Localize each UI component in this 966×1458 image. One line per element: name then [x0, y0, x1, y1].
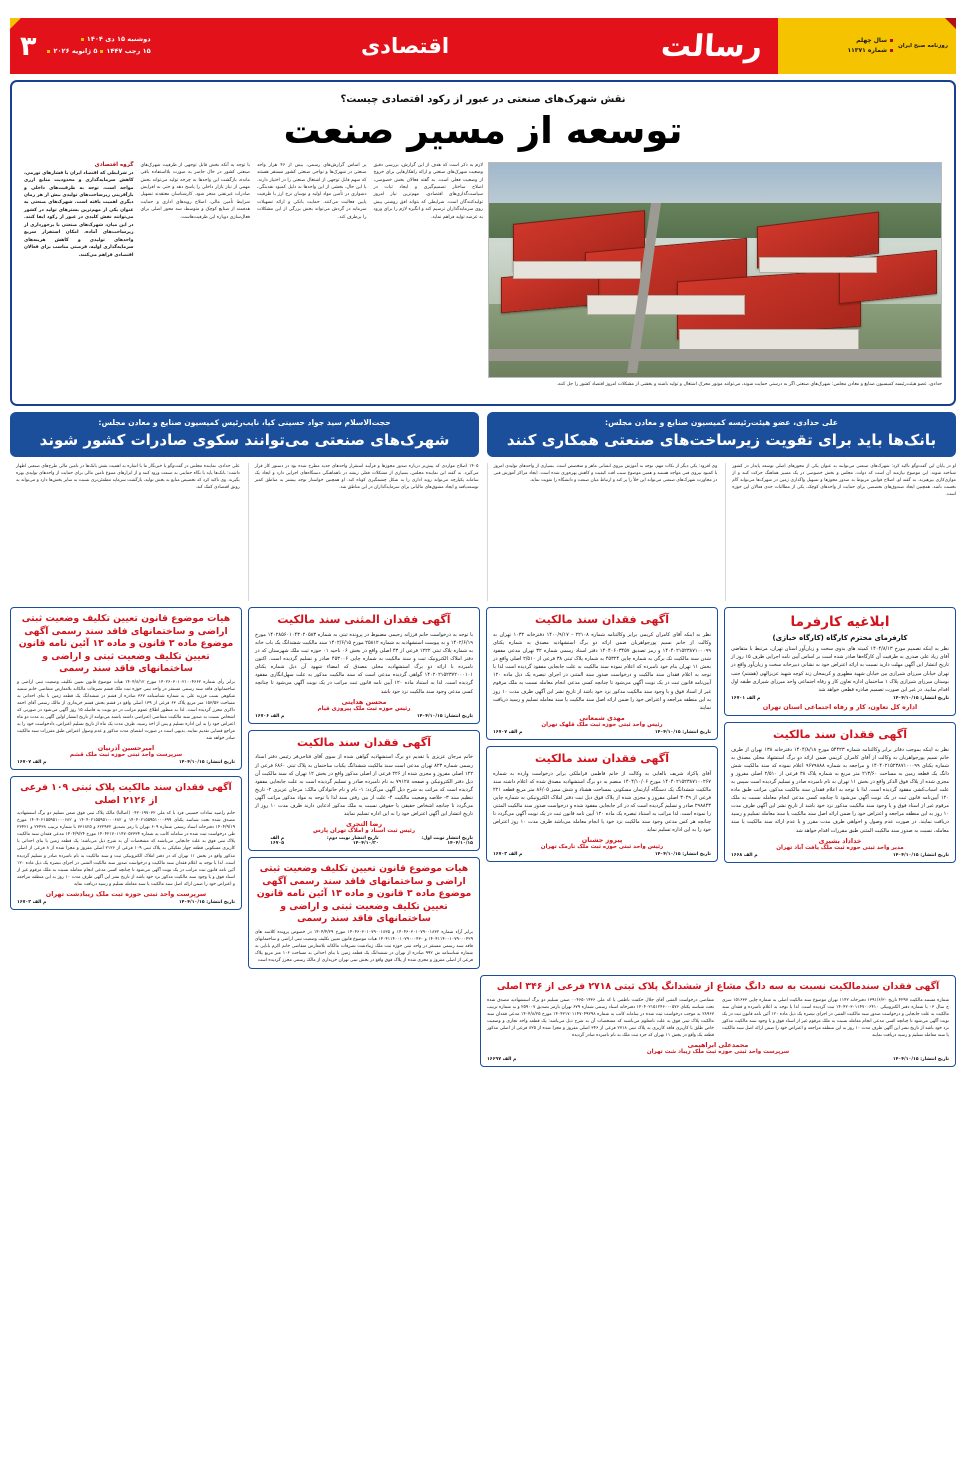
date-solar: دوشنبه ۱۵ دی ۱۴۰۴: [86, 35, 151, 44]
ad-ref: م الف ۱۶۶۸: [731, 852, 758, 858]
ad-date: تاریخ انتشار: ۱۴۰۴/۱۰/۱۵: [654, 852, 711, 858]
ad-body: با توجه به درخواست خانم فرزانه رحیمی مضبوط در پرونده ثبتی به شماره ۱۴۰۲۸۵۶۰۱۰۴۳۰۲۰۵۸۳ مورخ ۱۴۰۲/۶/۱۹ و به پیوست استشهادیه به شماره ۲۵۸۱۲ مورخ ۱۴۰۲/۶/۱۵ سند مالکیت ششدانگ یک باب خانه به شماره پلاک ثبتی ۱۲۲۲ فرعی از ۴۳ اصلی واقع در بخش ۰۶ ناحیه ۰۱ حوزه ثبت ملک شهرستان که در دفتر املاک الکترونیک ثبت و سند مالکیت به شماره چاپی ۴۵۳۰۰۶ صادر و تسلیم گردیده است. اکنون نامبرده با ارائه دو برگ استشهادیه محلی مصدق که امضاء شهود آن ذیل شماره یکتای ۱۴۰۲۰۲۱۵۲۳۷۲۰۰۰۱۰۱ گواهی گردیده مدعی است که سند مالکیت مذکور به علت سهل‌انگاری مفقود گردیده است. لذا به استناد ماده ۱۲۰ آیین نامه قانون ثبت مراتب در یک نوبت آگهی می‌شود تا چنانچه کسی مدعی وجود سند مالکیت نزد خود باشد: [255, 631, 474, 695]
ad-date: تاریخ انتشار: ۱۴۰۴/۱۰/۱۵: [178, 760, 235, 766]
masthead-issue: شماره ۱۱۳۷۱: [847, 47, 888, 54]
ad-title: آگهی فقدان سند مالکیت: [535, 613, 669, 626]
ad-date: تاریخ انتشار: ۱۴۰۴/۱۰/۱۵: [892, 1056, 949, 1062]
lead-column-2: با توجه به آنکه بخش قابل توجهی از ظرفیت شهرک‌های صنعتی کشور در حال حاضر به صورت بلااستفاده باقی مانده، بازگشت این واحدها به چرخه تولید می‌تواند بخش مهمی از نیاز بازار داخلی را پاسخ دهد و حتی به افزایش صادرات غیرنفتی منجر شود. کارشناسان معتقدند تسهیل شرایط تأمین مالی، اصلاح رویه‌های اداری و حمایت هدفمند از صنایع کوچک و متوسط، سه محور اصلی برای فعال‌سازی دوباره این ظرفیت‌هاست.: [140, 162, 250, 220]
ad-date: تاریخ انتشار: ۱۴۰۴/۱۰/۱۵: [892, 852, 949, 858]
article-photo: [488, 162, 942, 378]
ad-signature-role: رئیس واحد ثبتی حوزه ثبت ملک نارمک تهران: [540, 844, 664, 851]
classified-ad[interactable]: [724, 607, 956, 716]
ad-body: برابر رأی شماره ۱۴۰۲۶۰۳۰۱۰۲۱۰۰۴۶۶۲ مورخ ۱۴۰۴/۸/۱۲ هیات موضوع قانون تعیین تکلیف وضعیت ثبتی اراضی و ساختمانهای فاقد سند رسمی مستقر در واحد ثبتی حوزه ثبت ملک قشم تصرفات مالکانه بلامعارض متقاضی خانم سمیه شکوهی نسب فرزند علی به شماره شناسنامه ۳۶۷ صادره از قشم در ششدانگ یک قطعه زمین با بنای احداثی به مساحت ۱۵۳/۵۳ متر مربع پلاک ۶۳ فرعی از ۱۳۹ اصلی واقع در قشم بخش قشم خریداری از مالک رسمی آقای احمد ذاکری محرز گردیده است. لذا به منظور اطلاع عموم مراتب در دو نوبت به فاصله ۱۵ روز آگهی می‌شود در صورتی که اشخاص نسبت به صدور سند مالکیت متقاضی اعتراضی داشته باشند می‌توانند از تاریخ انتشار اولین آگهی به مدت دو ماه اعتراض خود را به این اداره تسلیم و پس از اخذ رسید، ظرف مدت یک ماه از تاریخ تسلیم اعتراض، دادخواست خود را به مراجع قضایی تقدیم نمایند. بدیهی است در صورت انقضای مدت مذکور و عدم وصول اعتراض طبق مقررات سند مالکیت صادر خواهد شد: [17, 679, 236, 742]
ad-title: آگهی فقدان سند مالکیت: [535, 751, 669, 765]
ad-date-first: تاریخ انتشار نوبت اول: ۱۴۰۴/۱۰/۱۵: [421, 836, 473, 847]
article-kicker: نقش شهرک‌های صنعتی در عبور از رکود اقتصادی چیست؟: [340, 94, 626, 105]
ad-signature: امیرحسین آذرنیان: [97, 744, 155, 753]
headline-zone: [12, 82, 954, 152]
ad-signature: پیروز جشنان: [581, 836, 623, 845]
classified-section: [10, 607, 956, 969]
article-columns: [10, 463, 956, 601]
ad-ref: م الف ۱۶۶۹۷: [487, 1056, 517, 1062]
date-gregorian: ۵ ژانویه ۲۰۲۶: [53, 47, 98, 55]
ad-subtitle: کارفرمای محترم کارگاه (کارگاه خبازی): [772, 634, 908, 643]
classified-ad[interactable]: [486, 607, 718, 740]
ad-signature-role: رئیس ثبت اسناد و املاک تهران پارس: [312, 828, 416, 835]
section-title: اقتصادی: [360, 34, 450, 58]
ad-title: آگهی فقدان سندمالکیت نسبت به سه دانگ مشاع از ششدانگ پلاک ثبتی ۲۷۱۸ فرعی از ۳۴۶ اصلی: [496, 981, 940, 993]
masthead-date-block: [10, 18, 164, 74]
lead-article-box: [10, 80, 956, 406]
article-headline[interactable]: توسعه از مسیر صنعت: [283, 109, 683, 152]
ad-title: آگهی فقدان سند مالکیت: [297, 735, 431, 749]
ad-title: هیات موضوع قانون تعیین تکلیف وضعیت ثبتی اراضی و ساختمانهای فاقد سند رسمی آگهی موضوع ماده ۳ قانون و ماده ۱۳ آئین نامه قانون تعیین تکلیف وضعیت ثبتی و اراضی و ساختمانهای فاقد سند رسمی: [256, 863, 472, 925]
ad-date-second: تاریخ انتشار نوبت دوم: ۱۴۰۴/۱۰/۲۰: [326, 836, 379, 847]
ad-signature-role: رئیس واحد ثبتی حوزه ثبت ملک قلهک تهران: [541, 721, 663, 728]
classified-ad[interactable]: [248, 730, 480, 852]
corner-triangle-icon: [10, 18, 21, 29]
ad-signature-role: سرپرست واحد ثبتی حوزه ثبت ملک قشم: [69, 752, 183, 759]
subheadline-bars: [10, 412, 956, 457]
ad-body: برابر آراء شماره ۱۴۰۴۶۰۳۰۱۰۷۹۰۰۱۸۳۲ و ۱۴۰۴۶۰۳۰۱۰۷۹۰۰۱۸۳۵ مورخ ۱۴۰۴/۴/۲۹ در خصوص پرونده کلاسه های ۱۴۰۴۱۱۴۰۰۱۰۷۹۰۰۰۴۲۹ و ۱۴۰۴۱۱۴۰۰۱۰۷۹۰۰۰۴۳۰ هیات موضوع قانون تعیین تکلیف وضعیت ثبتی اراضی و ساختمانهای فاقد سند رسمی مستقر در واحد ثبتی حوزه ثبت ملک زیبادشت تصرفات مالکانه بلامعارض متقاضی خانم اکرم بابایی به شماره شناسنامه ش ۹۹۲ صادره از تهران در ششدانگ یک قطعه زمین با بنای احداثی به مساحت ۱۰۶ متر مربع پلاک فرعی از اصلی مفروز و مجزی شده از پلاک فوق واقع در بخش ثبتی تهران خریداری از مالک رسمی محرز گردیده است: [255, 929, 473, 964]
subheadline-right[interactable]: [10, 412, 479, 457]
ad-ref: م الف ۱۶۷۰۱: [731, 695, 761, 701]
ad-signature: مهدی شمعانی: [579, 713, 625, 722]
ad-date: تاریخ انتشار: ۱۴۰۴/۱۰/۱۵: [178, 899, 235, 905]
ad-ref: م الف ۱۶۷۰۳: [493, 852, 523, 858]
ad-title: آگهی فقدان المثنی سند مالکیت: [277, 613, 451, 626]
classified-ad[interactable]: [10, 607, 242, 770]
ad-body: آقای پاکزاد شریف بالعابی به وکالت از خانم فاطمی قراملکی برابر درخواست وارده به شماره ۱۴۰۴۰۲۱۵۲۳۸۷۱۰۰۲۶۷ مورخ ۱۴۰۴/۱۰/۰۶ منضم به دو برگ استشهادیه مصدق شده که اعلام داشته سند مالکیت ششدانگ یک دستگاه آپارتمان مسکونی بمساحت هشتاد و شش ممیز ۸۶/۰۵ متر مربع قطعه ۲۲۱ فرعی از ۳۰۴۹ اصلی مفروز و مجزی شده از پلاک فوق ذیل ثبت دفتر املاک الکترونیکی به شماره چاپی ۲۹۸۸۴۳ صادر و تسلیم گردیده است که در اثر جابجایی مفقود شده و درخواست صدور سند مالکیت المثنی را نموده است. لذا مراتب به استناد تبصره یک ماده ۱۲۰ آیین نامه قانون ثبت در یک نوبت آگهی می‌گردد تا چنانچه هر کس مدعی وجود سند مالکیت نزد خود یا انجام معامله می‌باشد ظرف مدت ۱۰ روز اعتراض خود را به این اداره تسلیم نماید: [493, 770, 711, 834]
ad-signature-role: سرپرست واحد ثبتی حوزه ثبت ملک زیباد شت تهران: [646, 1048, 790, 1055]
ad-signature: رضا التجری: [345, 820, 383, 829]
article-column-3: ۱۴۰۵ اصلاح مواردی که پیش‌تر درباره صدور مجوزها و فرآیند استقرار واحدهای جدید مطرح شده بود در دستور کار قرار می‌گیرد. به گفته این نماینده مجلس، بسیاری از مشکلات فعلی ریشه در ناهماهنگی دستگاه‌های اجرایی دارد و ایجاد یک سامانه یکپارچه می‌تواند روند اداری را به شکل چشمگیری کوتاه کند. او همچنین خواستار توجه بیشتر به مناطق کمتر توسعه‌یافته و ایجاد مشوق‌های مالیاتی برای سرمایه‌گذاران در این مناطق شد.: [248, 463, 479, 601]
ad-signature: اداره کل تعاون، کار و رفاه اجتماعی استان تهران: [762, 702, 918, 711]
lead-column-3: بر اساس گزارش‌های رسمی، بیش از ۴۶ هزار واحد صنعتی در شهرک‌ها و نواحی صنعتی کشور مستقر هستند که سهم قابل توجهی از اشتغال صنعتی را در اختیار دارند. با این حال، بخشی از این واحدها به دلیل کمبود نقدینگی، دشواری در تأمین مواد اولیه و نوسان نرخ ارز با ظرفیت پایین فعالیت می‌کنند. حمایت بانکی و ارائه تسهیلات سرمایه در گردش می‌تواند بخش بزرگی از این مشکلات را برطرف کند.: [257, 162, 367, 220]
wide-classified-ad-wrapper: [10, 975, 956, 1067]
ad-body: نظر به اینکه آقای کامران کریمی برابر وکالتنامه شماره ۲۲۱۰۸ - ۱۴۰۰/۹/۱۷ دفترخانه ۱۰۳۲ تهران به وکالت از خانم نسیم پورجواهریان ضمن ارائه دو برگ استشهادیه مصدق به شماره یکتای ۱۴۰۴۰۲۱۵۲۳۸۷۱۰۰۰۹۹ و رمز تصدیق ۱۴۰۴۰۶۰۳۴۵۷ دفتر اسناد رسمی شماره ۳۲ تهران مدعی مفقود شدن سند مالکیت تک برگی به شماره چاپی ۴۵۳۲۴ به شماره پلاک ثبتی ۳۸ فرعی از ۲/۵۱۰ اصلی واقع در بخش ۱۱ تهران بنام خود نامبرده که اعلام نموده سند مالکیت به علت جابجایی مفقود گردیده است لذا با توجه به اعلام فقدان سند مالکیت و درخواست صدور سند المثنی در اجرای تبصره یک ذیل ماده ۱۲۰ آیین‌نامه قانون ثبت در یک نوبت آگهی می‌شود تا چنانچه کسی مدعی انجام معامله نسبت به ملک مرقوم غیر از اسناد فوق و یا وجود سند مالکیت مذکور نزد خود باشد از تاریخ نشر این آگهی ظرف مدت ۱۰ روز به این منطقه مراجعه و اعتراض خود را ضمن ارائه اصل سند مالکیت یا سند معامله تسلیم و رسید دریافت نمایند: [493, 631, 712, 711]
subheadline-right-source: حجت‌الاسلام سید جواد حسینی کیا، نایب‌رئیس کمیسیون صنایع و معادن مجلس:: [98, 418, 391, 427]
group-label: گروه اقتصادی: [94, 161, 134, 168]
ad-signature-role: رئیس حوزه ثبت ملک پیروزی قیام: [317, 705, 411, 712]
classified-ad[interactable]: [248, 607, 480, 724]
classified-column-1: [10, 607, 242, 969]
ad-signature: محسن هدایتی: [341, 697, 387, 706]
lead-column-side: لازم به ذکر است که هدف از این گزارش، بررسی دقیق وضعیت شهرک‌های صنعتی و ارائه راهکارهایی برای خروج از وضعیت فعلی است. به گفته فعالان بخش خصوصی، اصلاح ساختار تصمیم‌گیری و ایجاد ثبات در سیاست‌گذاری‌های اقتصادی، مهم‌ترین نیاز امروز تولیدکنندگان است. شرایطی که بتواند افق روشنی پیش روی سرمایه‌گذاران ترسیم کند و انگیزه لازم را برای ورود به عرصه تولید فراهم نماید.: [373, 162, 483, 220]
classified-column-2: [248, 607, 480, 969]
classified-column-3: [486, 607, 718, 969]
subheadline-left-source: علی حدادی، عضو هیئت‌رئیسه کمیسیون صنایع و معادن مجلس:: [605, 418, 838, 427]
ad-signature: خداداد بشیری: [818, 836, 862, 845]
ad-signature: محمدعلی ابراهیمی: [687, 1040, 749, 1049]
classified-ad[interactable]: [10, 776, 242, 910]
classified-ad[interactable]: [724, 722, 956, 863]
classified-ad-wide[interactable]: [480, 975, 956, 1067]
ad-ref: م الف ۱۶۷۰۶: [255, 713, 285, 719]
article-column-4: علی حدادی، نماینده مجلس در گفت‌وگو با خبرنگار ما با اشاره به اهمیت نقش بانک‌ها در تامین مالی طرح‌های صنعتی اظهار داشت: بانک‌ها باید با نگاه حمایتی به صنعت ورود کنند و از ابزارهای متنوع تامین مالی برای حمایت از واحدهای تولیدی بهره بگیرند. وی تاکید کرد که تخصیص منابع به بخش تولید، بازگشت سرمایه مطمئن‌تری نسبت به سایر بخش‌ها دارد و می‌تواند به رونق اقتصادی کمک کند.: [16, 464, 240, 491]
page-number: ۳: [20, 30, 37, 62]
ad-title: آگهی فقدان سند مالکیت: [773, 727, 907, 741]
bullet-square-icon: [890, 49, 893, 52]
bullet-square-icon: [47, 50, 50, 53]
masthead-year: سال چهلم: [856, 37, 888, 45]
bullet-square-icon: [81, 38, 84, 41]
ad-signature: سرپرست واحد ثبتی حوزه ثبت ملک زیبادشت تهران: [45, 889, 207, 898]
ad-title: ابلاغیه کارفرما: [790, 614, 890, 630]
article-column-2: وی افزود: یکی دیگر از نکات مهم، توجه به آموزش نیروی انسانی ماهر و متخصص است. بسیاری از واحدهای تولیدی امروز با کمبود نیروی فنی مواجه هستند و همین موضوع سبب افت کیفیت و کاهش بهره‌وری شده است. ایجاد مراکز آموزش فنی در مجاورت شهرک‌های صنعتی می‌تواند این خلأ را پر کند و ارتباط میان صنعت و دانشگاه را تقویت نماید.: [487, 463, 718, 601]
photo-caption: حدادی، عضو هیئت‌رئیسه کمیسیون صنایع و معادن مجلس: شهرک‌های صنعتی اگر به درستی حمایت شوند، می‌توانند موتور محرک اشتغال و تولید باشند و بخشی از مشکلات امروز اقتصاد کشور را حل کنند.: [556, 381, 942, 387]
corner-triangle-icon: [945, 18, 956, 29]
lead-article-flow: [12, 162, 954, 388]
ad-ref: م الف ۱۶۷۰۲: [17, 899, 47, 905]
ad-body: خانم راضیه سادات حسینی فرد با کد ملی ۰۴۲۰۱۹۷۰۳۲ (اصالتا) مالک پلاک ثبتی فوق ضمن تسلیم دو برگ استشهادیه مصدق شده تحت شناسه یکتای ۱۴۰۴۰۲۱۵۵۹۵۱۰۰۰۶۹۹ و ۱۴۰۴۰۲۱۵۵۹۵۱۰۰۰۶۸۲ و ۱۴۰۴۰۲۱۵۵۹۵۱۰۰۰۶۸۲ مورخ ۱۴۰۴/۹/۱۹ دفترخانه اسناد رسمی شماره ۶۰۹ تهران با رمز تصدیق ۶۲۲۹۳۲ و ۷۳۱۸۲۵ با شماره ترتیب ۲۳۴۳۸ و ۲۳۴۲۱ طی درخواست ثبت شده در سامانه کاتب به شماره ۱۴۰۴۲۱۷۰۱۱۴۷۰۵۲۳۳۴ مورخ ۱۴۰۴/۹/۲۴ مدعی فقدان سند مالکیت پلاک ثبتی فوق به علت جابجایی می‌باشند که مشخصات آن به شرح ذیل می‌باشد: یک قطعه زمین با بنای احداثی با کاربری مسکونی قطعه چهار تفکیکی به پلاک ثبتی ۱۰۹ فرعی از ۲۱۲۶ اصلی مفروز و مجزا شده از ۸ فرعی از اصلی مذکور واقع در بخش ۱۱ تهران که در دفتر املاک الکترونیکی ثبت و سند مالکیت به نام نامبرده صادر و تسلیم گردیده است. لذا با توجه به اعلام فقدان سند مالکیت و درخواست صدور سند مالکیت المثنی در اجرای تبصره یک ذیل ماده ۱۲۰ آئین نامه قانون ثبت مراتب در یک نوبت آگهی می‌شود تا چنانچه کسی مدعی انجام معامله نسبت به ملک مرقوم غیر از اسناد فوق و یا وجود سند مالکیت مذکور نزد خود باشد از تاریخ نشر این آگهی ظرف مدت ۱۰ روز به این منطقه مراجعه و اعتراض خود را ضمن ارائه اصل سند مالکیت یا سند معامله تسلیم و رسید دریافت نماید: [17, 811, 236, 887]
newspaper-logo-text: رسالت: [660, 28, 764, 64]
ad-ref: م الف ۱۶۷۰۵: [270, 836, 285, 847]
classified-ad[interactable]: [486, 746, 718, 863]
classified-column-4: [724, 607, 956, 969]
lead-column-1: در شرایطی که اقتصاد ایران با فشارهای تورمی، کاهش سرمایه‌گذاری و محدودیت منابع ارزی مواجه است، توجه به ظرفیت‌های داخلی و بازآفرینی زیرساخت‌های تولیدی بیش از هر زمان دیگری اهمیت یافته است. شهرک‌های صنعتی به عنوان یکی از مهم‌ترین بسترهای تولید در کشور می‌توانند نقش کلیدی در عبور از رکود ایفا کنند. در این میان، شهرک‌های صنعتی با برخورداری از زیرساخت‌های آماده، امکان استقرار سریع واحدهای تولیدی و کاهش هزینه‌های سرمایه‌گذاری اولیه، فرصتی مناسب برای فعالان اقتصادی فراهم می‌کنند.: [24, 170, 134, 258]
ad-date: تاریخ انتشار: ۱۴۰۴/۱۰/۱۵: [416, 713, 473, 719]
masthead-publication-block: [778, 18, 956, 74]
ad-body-left: شماره مستند مالکیت ۴۲۹۷ تاریخ ۱۳۹۱/۶/۳۰ دفترخانه ۱۱۴۲ تهران موضوع سند مالکیت اصلی به شماره چاپی ۱۵۱۶۳۳ سری ج سال ۰۳ با شماره دفتر الکترونیکی ۱۴۰۴۲۰۳۰۱۱۴۷۰۰۶۴۱۰ ثبت گردیده است. لذا با توجه به اعلام نامبرده و فقدان سند مالکیت به علت جابجایی و درخواست صدور سند مالکیت المثنی در اجرای تبصره یک ذیل ماده ۱۲۰ آئین نامه قانون ثبت در یک نوبت آگهی می‌شود تا چنانچه کسی مدعی انجام معامله نسبت به ملک مرقوم غیر از اسناد فوق و یا وجود سند مالکیت مذکور نزد خود باشد از تاریخ نشر این آگهی ظرف مدت ۱۰ روز به این منطقه مراجعه و اعتراض خود را ضمن ارائه اصل سند مالکیت یا سند معامله تسلیم و رسید دریافت نمایند: [722, 997, 950, 1038]
subheadline-right-title: شهرک‌های صنعتی می‌توانند سکوی صادرات کشور شوند: [39, 431, 450, 449]
publication-name: روزنامه صبح ایران: [898, 42, 948, 49]
masthead: [10, 18, 956, 74]
subheadline-left-title: بانک‌ها باید برای تقویت زیرساخت‌های صنعتی همکاری کنند: [506, 431, 937, 449]
ad-body: خانم مرجان عزیزی با تقدیم دو برگ استشهادیه گواهی شده از سوی آقای فتاحی‌فر رئیس دفتر اسناد رسمی شماره ۸۲۳ تهران مدعی است سند مالکیت ششدانگ یکباب ساختمان به پلاک ثبتی ۶۸۶۰ فرعی از ۱۲۲ اصلی مفروز و مجزی شده از ۲۲۶ فرعی از اصلی مذکور واقع در بخش ۱۲ تهران که سند مالکیت آن ذیل دفتر الکترونیکی و صفحه ۷۹۱۲۸ به نام نامبرده صادر و تسلیم گردیده است به علت جابجایی مفقود گردیده است که مراتب به شرح ذیل آگهی می‌گردد: ۱- نام و نام خانوادگی مالک: مرجان عزیزی ۲- تاریخ تنظیم سند ۳- خلاصه وضعیت مالکیت ۴- علت از بین رفتن سند لذا با توجه به مواد مذکور مراتب آگهی می‌گردد تا چنانچه اشخاص حقیقی یا حقوقی نسبت به ملک مذکور ادعایی دارند ظرف مدت ۱۰ روز از تاریخ انتشار این آگهی اعتراض خود را به این اداره تسلیم نمایند: [255, 754, 474, 818]
ad-title: هیات موضوع قانون تعیین تکلیف وضعیت ثبتی اراضی و ساختمانهای فاقد سند رسمی آگهی موضوع ماده ۳ قانون و ماده ۱۳ آئین نامه قانون تعیین تکلیف وضعیت ثبتی و اراضی و ساختمانهای فاقد سند رسمی: [18, 613, 234, 675]
subheadline-left[interactable]: [487, 412, 956, 457]
ad-body-right: متقاضی درخواست المثنی آقای جلال حکمت ناظمی با کد ملی ۰۰۴۶۵۰۱۴۳۶ ضمن تسلیم دو برگ استشهادیه مصدق شده تحت شناسه یکتای ۱۴۰۴۰۲۱۵۱۲۴۶۰۰۰۵۷۶ دفترخانه اسناد رسمی شماره ۶۷۹ تهران بارمز تصدیق ۲۵۹۰۰۷ و به شماره ترتیب ۲۸۹۶۷ به موجب درخواست ثبت شده در سامانه کاتب به شماره ۱۴۰۴۲۱۷۰۱۱۴۷۰۴۹۲۹۸ مورخ ۱۴۰۴/۸/۲۵ مدعی فقدان سند مالکیت پلاک ثبتی فوق به علت نامعلوم می‌باشند که مشخصات آن به شرح ذیل می‌باشد: یک قطعه واحد تجاری و وضعیت خاص طلق با کاربری فاقد کاربری به پلاک ثبتی ۲۷۱۸ فرعی از ۳۴۶ اصلی مفروز و مجزا شده از ۸۲۵ فرعی از اصلی مذکور قطعه یک واقع در بخش ۱۱ تهران که جزء ثبت ملک به نام نامبرده صادر گردیده: [487, 997, 715, 1038]
date-lunar: ۱۵ رجب ۱۴۴۷: [106, 47, 151, 55]
ad-signature-role: مدیر واحد ثبتی حوزه ثبت ملک یافت آباد تهران: [776, 844, 904, 851]
ad-date: تاریخ انتشار: ۱۴۰۴/۱۰/۱۵: [892, 695, 949, 701]
ad-date: تاریخ انتشار: ۱۴۰۴/۱۰/۱۵: [654, 729, 711, 735]
ad-body: نظر به اینکه بموجب دفاتر برابر وکالتنامه شماره ۵۴۴۲۳ مورخ ۱۴۰۴/۸/۱۸ دفترخانه ۱۳۸ تهران از طرف خانم نسیم پورجواهریان به وکالت از آقای کامران کریمی ضمن ارائه دو برگ استشهاد محلی مصدق به شماره یکتای ۱۴۰۴۰۲۱۵۲۳۸۷۱۰۰۰۹۹ و مراجعه به شماره ۹۶۷۹۸۸۸ اعلام نموده که سند مالکیت شش دانگ یک قطعه زمین به مساحت ۲۱۳/۶۰ متر مربع به شماره پلاک ۳۸ فرعی از ۲/۵۱۰ اصلی مفروز و مجزی شده از پلاک فوق الذکر واقع در بخش ۱۱ تهران به نام نامبرده صادر و تسلیم گردیده است سپس به علت اسباب‌کشی مفقود گردیده است. لذا با توجه به اعلام فقدان سند مالکیت مذکور، مراتب طبق ماده ۱۲۰ آیین‌نامه قانون ثبت در یک نوبت آگهی می‌شود تا چنانچه کسی مدعی انجام معامله نسبت به ملک مرقوم غیر از اسناد فوق و یا وجود سند مالکیت مذکور نزد خود باشد از تاریخ نشر این آگهی ظرف مدت ۱۰ روز به این منطقه مراجعه و اعتراض خود را ضمن ارائه اصل سند مالکیت یا سند معامله تسلیم و رسید دریافت نمایند. در صورت عدم وصول و اخواهی طرف مدت مقرر و یا عدم ارائه سند مالکیت یا سند معامله، نسبت به صدور سند مالکیت المثنی طبق مقررات اقدام خواهد شد: [731, 746, 950, 834]
ad-title: آگهی فقدان سند مالکیت پلاک ثبتی ۱۰۹ فرعی از ۲۱۲۶ اصلی: [20, 782, 232, 806]
article-column-1: او در پایان این گفت‌وگو تاکید کرد: شهرک‌های صنعتی می‌توانند به عنوان یکی از محورهای اصلی توسعه پایدار در کشور شناخته شوند. این موضوع نیازمند آن است که دولت، مجلس و بخش خصوصی در یک مسیر هماهنگ حرکت کنند و از موازی‌کاری بپرهیزند. به گفته او، اصلاح قوانین مربوط به صدور مجوزها و تسهیل واگذاری زمین در شهرک‌ها می‌تواند گام نخست باشد. همچنین ایجاد صندوق‌های تخصصی برای حمایت از واحدهای کوچک، یکی از مطالبات جدی فعالان این حوزه است.: [725, 463, 956, 601]
ad-ref: م الف ۱۶۷۰۷: [17, 760, 47, 766]
section-bar: [164, 18, 646, 74]
newspaper-logo[interactable]: [646, 18, 778, 74]
classified-ad[interactable]: [248, 857, 480, 969]
ad-ref: م الف ۱۶۷۰۷: [493, 729, 523, 735]
ad-body: نظر به اینکه تصمیم مورخ ۱۴۰۴/۸/۱۳ کمیته های بدوی سخت و زیان‌آور استان تهران، مرتبط با متقاضی آقای زیاد علی صدری به طرفیت آن کارگاه‌ها صادر شده است بر اساس آیین نامه اجرایی ظرف ۱۵ روز از تاریخ انتشار این آگهی مهلت دارید نسبت به ارائه اعتراض خود به نشانی دبیرخانه سخت و زیان‌آور واقع در تهران خیابان میرزای شیرازی بین خیابان شهید مطهری و کریمخان زند کوچه شهید عزیزالهی (هشتم) جنب بوستان میرزای شیرازی پلاک ۱ ساختمان اداره تعاون کار و رفاه اجتماعی واحد میرزای شیرازی طبقه اول اقدام نمایید. در غیر این صورت تصمیم صادره قطعی خواهد شد: [731, 646, 949, 693]
bullet-square-icon: [890, 39, 893, 42]
bullet-square-icon: [100, 50, 103, 53]
